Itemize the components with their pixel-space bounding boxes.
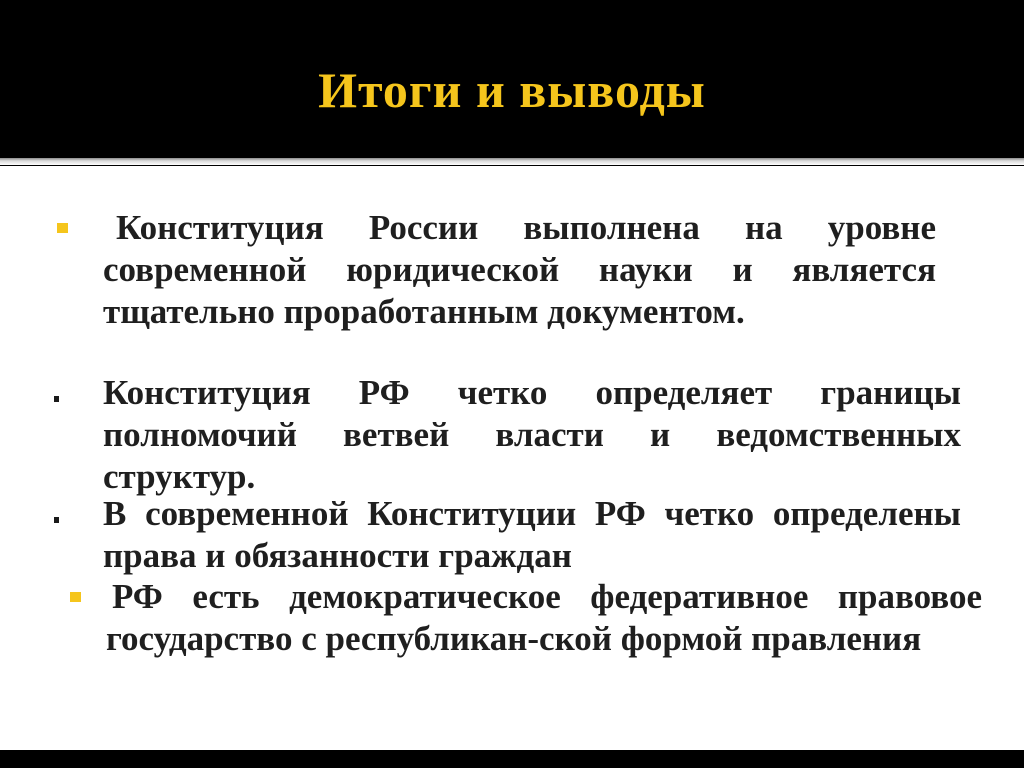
- bullet-marker-square-icon: [70, 592, 81, 602]
- bullet-item-3: В современной Конституции РФ четко определены права и обязанности граждан: [103, 494, 961, 575]
- bullet-item-1: Конституция России выполнена на уровне современной юридической науки и является тщательно проработанным документом.: [103, 208, 936, 331]
- bullet-marker-square-icon: [54, 517, 59, 523]
- bullet-item-2: Конституция РФ четко определяет границы полномочий ветвей власти и ведомственных структур.: [103, 373, 961, 496]
- slide-title: Итоги и выводы: [318, 62, 706, 118]
- header-divider: [0, 158, 1024, 165]
- bullet-marker-square-icon: [57, 223, 68, 233]
- bullet-marker-square-icon: [54, 396, 59, 402]
- bottom-strip: [0, 750, 1024, 768]
- bullet-item-4: РФ есть демократическое федеративное правовое государство с республикан-ской формой правления: [106, 577, 982, 658]
- slide-header: [0, 0, 1024, 158]
